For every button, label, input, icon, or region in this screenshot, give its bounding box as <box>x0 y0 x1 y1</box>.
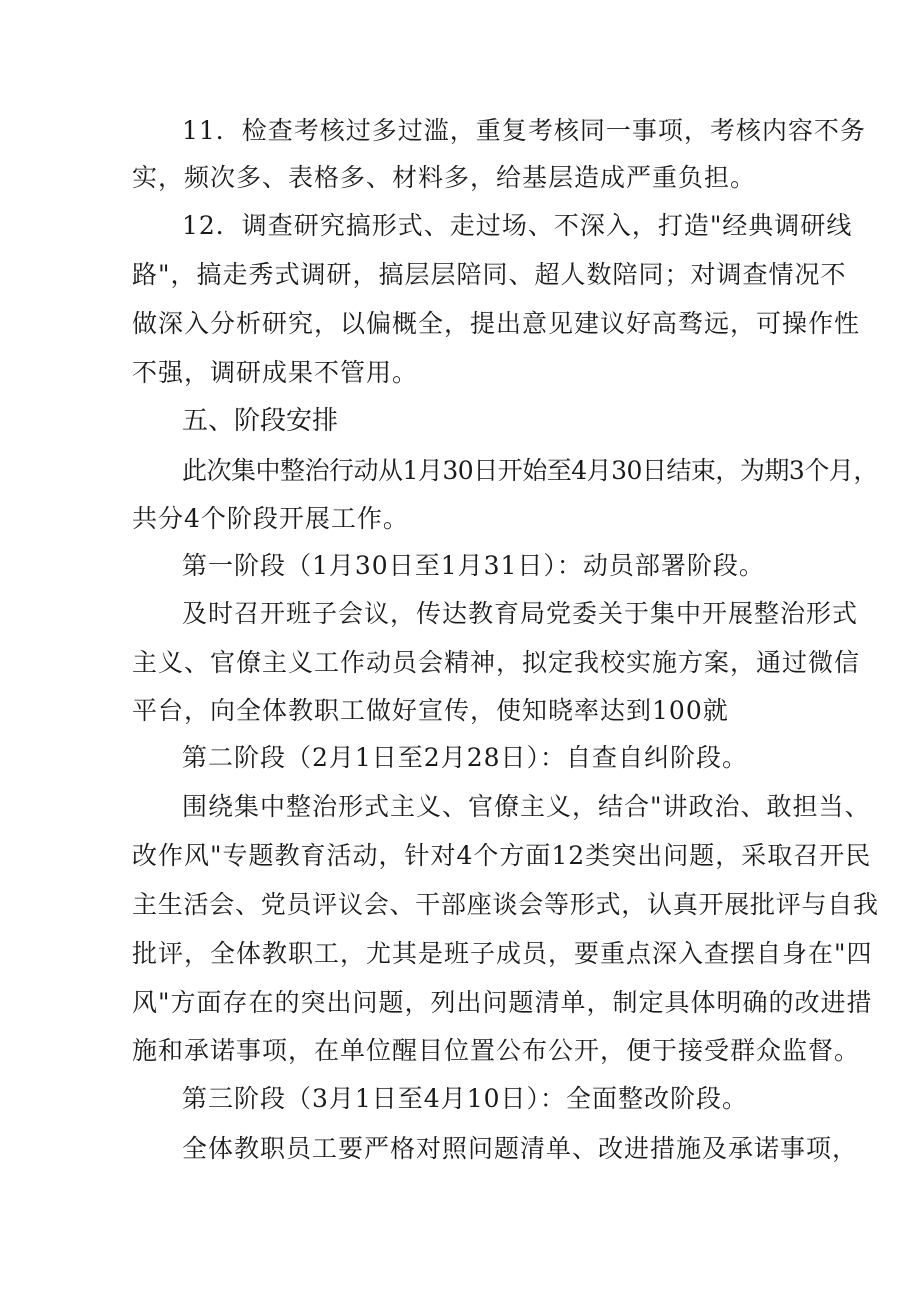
section-intro-line-1: 此次集中整治行动从1月30日开始至4月30日结束，为期3个月， <box>182 456 878 485</box>
stage-3-title: 第三阶段（3月1日至4月10日）：全面整改阶段。 <box>182 1084 749 1113</box>
stage-2-line-2: 改作风"专题教育活动，针对4个方面12类突出问题，采取召开民 <box>132 841 872 870</box>
stage-2-line-5: 风"方面存在的突出问题，列出问题清单，制定具体明确的改进措 <box>132 988 873 1017</box>
stage-1-line-3: 平台，向全体教职工做好宣传，使知晓率达到100就 <box>132 696 729 725</box>
stage-2-line-3: 主生活会、党员评议会、干部座谈会等形式，认真开展批评与自我 <box>132 890 879 919</box>
item-12-line-3: 做深入分析研究，以偏概全，提出意见建议好高骛远，可操作性 <box>132 309 861 338</box>
section-intro-line-2: 共分4个阶段开展工作。 <box>132 504 409 533</box>
stage-1-title: 第一阶段（1月30日至1月31日）：动员部署阶段。 <box>182 551 765 580</box>
item-12-line-1: 12．调查研究搞形式、走过场、不深入，打造"经典调研线 <box>182 211 853 240</box>
section-heading: 五、阶段安排 <box>182 406 339 436</box>
stage-3-line-1: 全体教职员工要严格对照问题清单、改进措施及承诺事项， <box>182 1134 859 1163</box>
stage-2-title: 第二阶段（2月1日至2月28日）：自查自纠阶段。 <box>182 743 749 772</box>
item-12-line-2: 路"，搞走秀式调研，搞层层陪同、超人数陪同；对调查情况不 <box>132 260 847 289</box>
stage-2-line-4: 批评，全体教职工，尤其是班子成员，要重点深入查摆自身在"四 <box>132 939 873 968</box>
item-11-line-2: 实，频次多、表格多、材料多，给基层造成严重负担。 <box>132 163 757 192</box>
item-12-line-4: 不强，调研成果不管用。 <box>132 358 419 387</box>
stage-2-line-1: 围绕集中整治形式主义、官僚主义，结合"讲政治、敢担当、 <box>182 792 871 821</box>
stage-2-line-6: 施和承诺事项，在单位醒目位置公布公开，便于接受群众监督。 <box>132 1036 861 1065</box>
item-11-line-1: 11．检查考核过多过滥，重复考核同一事项，考核内容不务 <box>182 116 866 145</box>
stage-1-line-2: 主义、官僚主义工作动员会精神，拟定我校实施方案，通过微信 <box>132 648 861 677</box>
stage-1-line-1: 及时召开班子会议，传达教育局党委关于集中开展整治形式 <box>182 599 859 628</box>
